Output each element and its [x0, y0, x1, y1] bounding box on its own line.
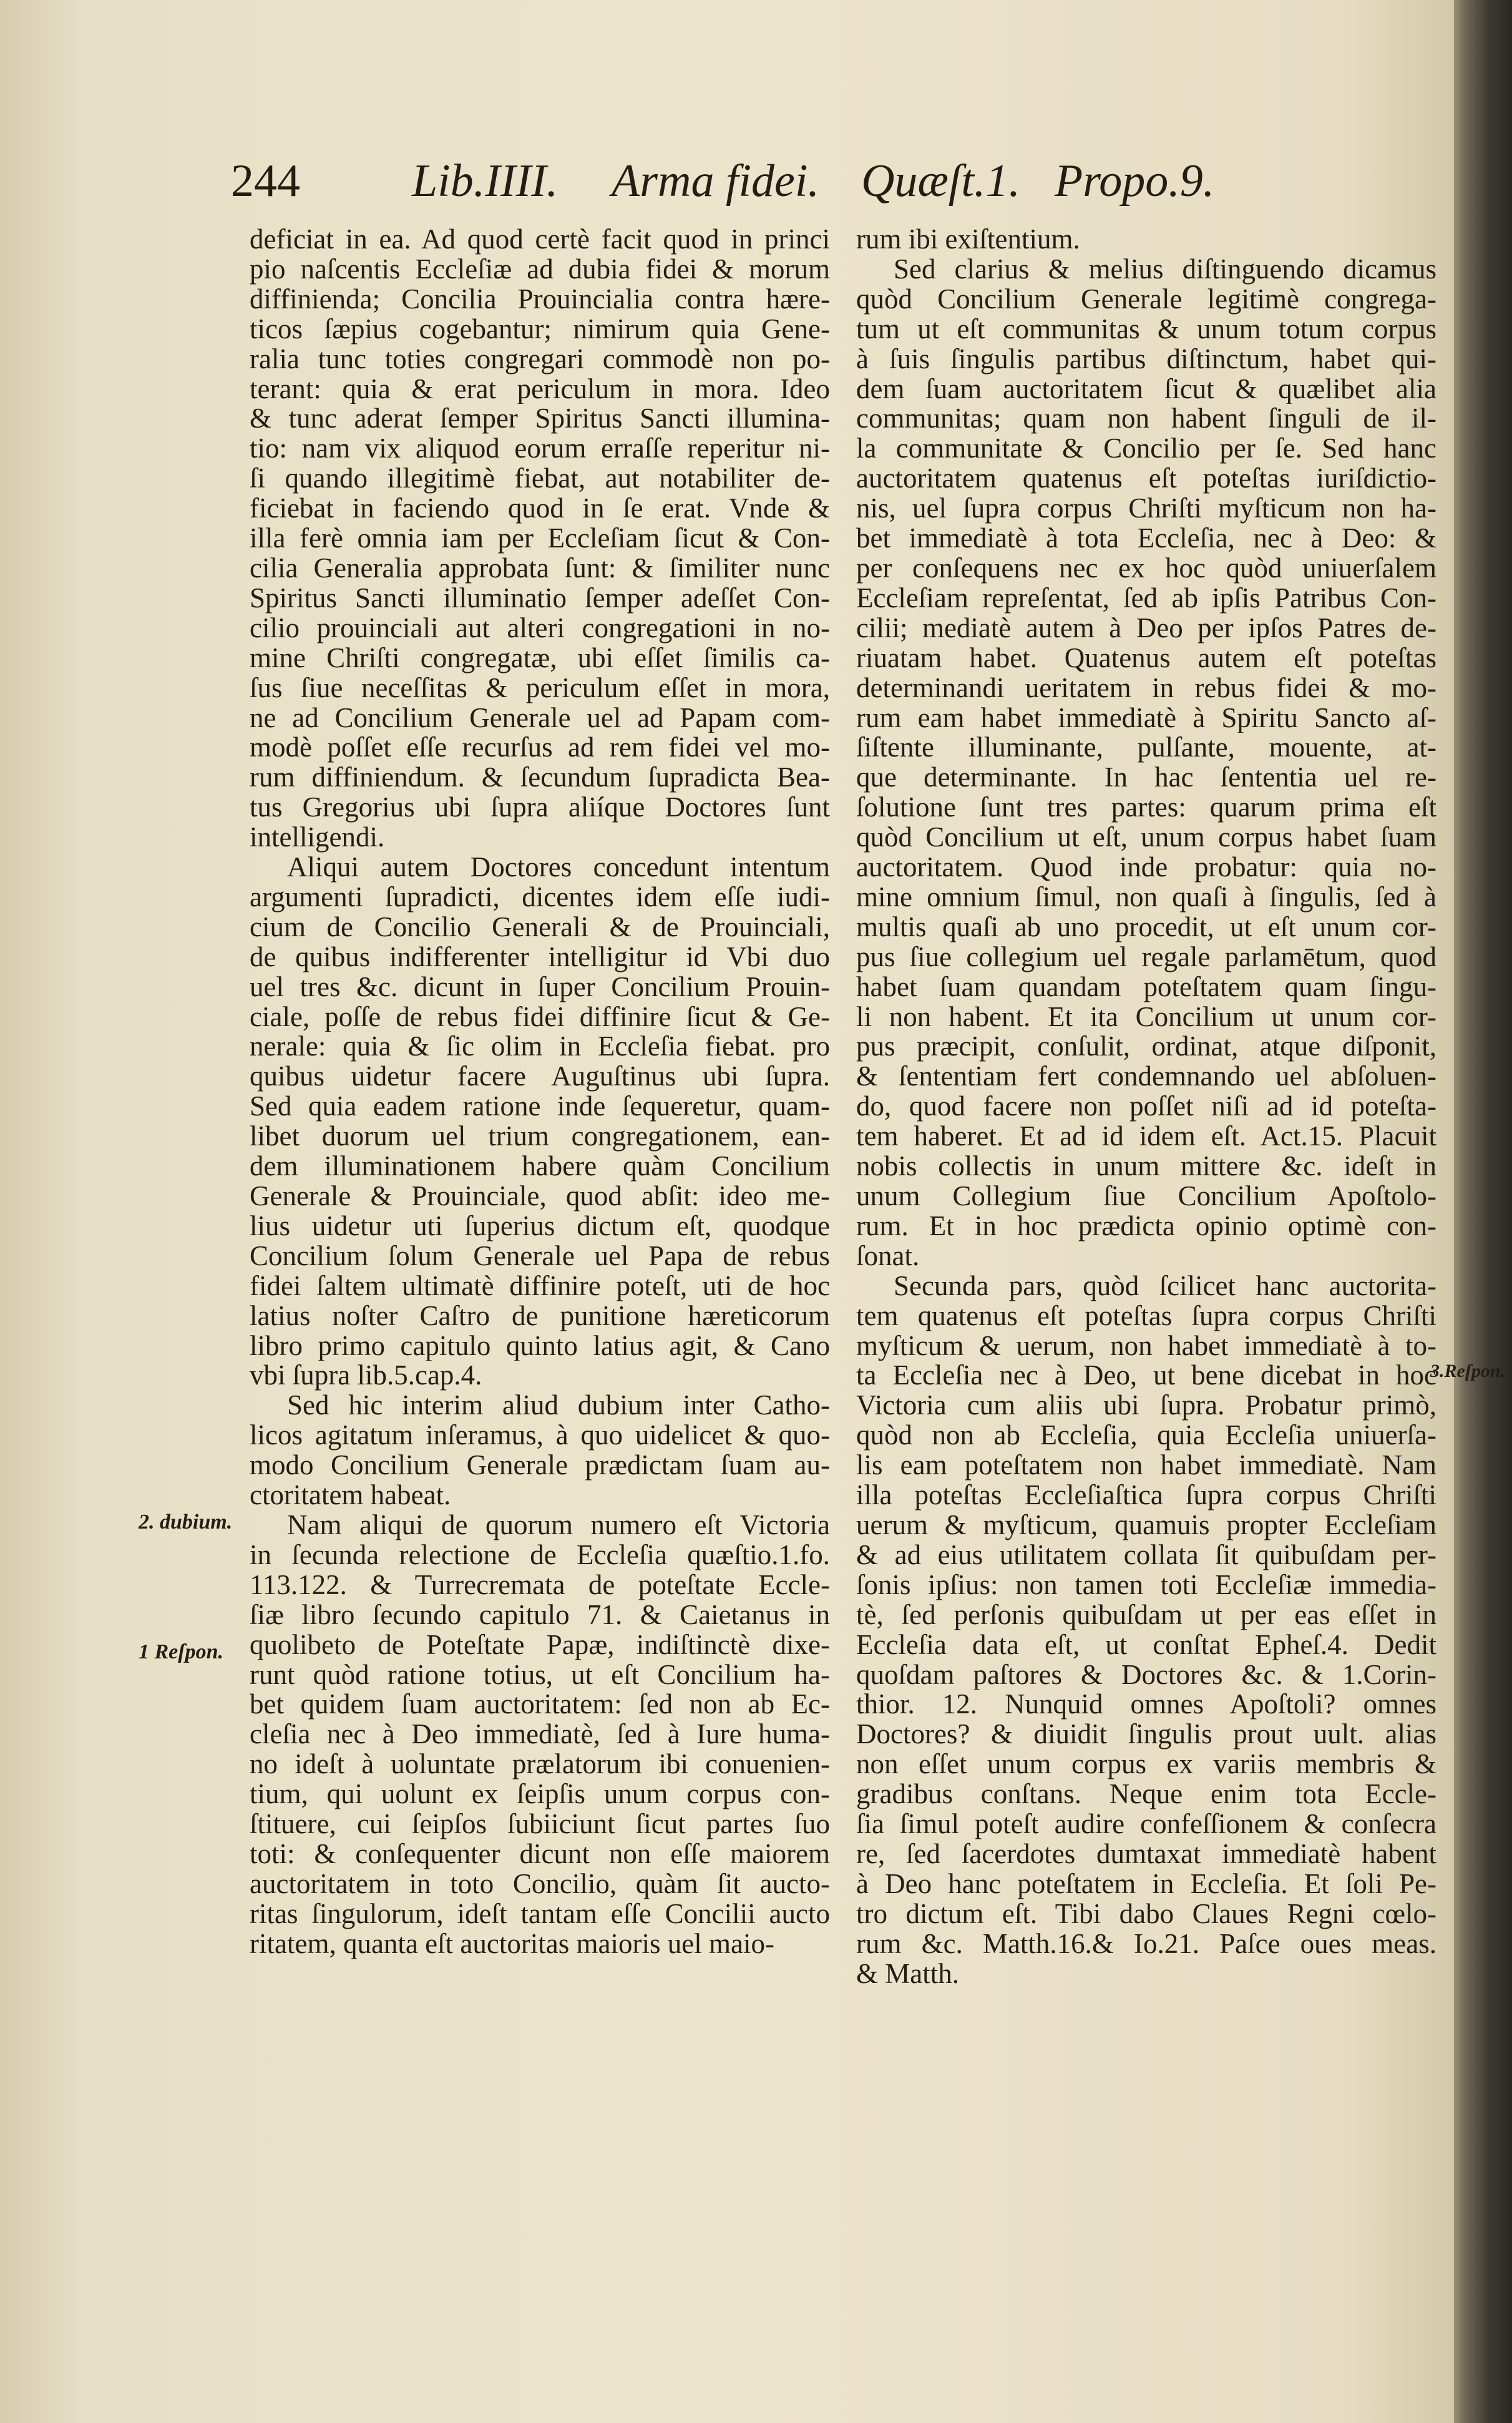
- text-line: cleſia nec à Deo immediatè, ſed à Iure huma-: [250, 1720, 830, 1750]
- text-line: ſus ſiue neceſſitas & periculum eſſet in mora,: [250, 673, 830, 703]
- proposition-label: Propo.9.: [1055, 155, 1215, 207]
- text-line: & tunc aderat ſemper Spiritus Sancti illumina-: [250, 404, 830, 434]
- text-line: bet quidem ſuam auctoritatem: ſed non ab Ec-: [250, 1690, 830, 1720]
- page-edge: [1454, 0, 1512, 2423]
- text-line: in ſecunda relectione de Eccleſia quæſtio.1.fo.: [250, 1540, 830, 1570]
- text-line: ſonis ipſius: non tamen toti Eccleſiæ immedia-: [856, 1570, 1436, 1600]
- text-line: cilio prouinciali aut alteri congregationi in no-: [250, 613, 830, 644]
- text-line: mine omnium ſimul, non quaſi à ſingulis, ſed à: [856, 882, 1436, 913]
- text-line: runt quòd ratione totius, ut eſt Concilium ha-: [250, 1660, 830, 1690]
- text-line: vbi ſupra lib.5.cap.4.: [250, 1361, 482, 1391]
- text-line: per conſequens nec ex hoc quòd uniuerſalem: [856, 553, 1436, 584]
- text-line: lis eam poteſtatem non habet immediatè. Nam: [856, 1451, 1436, 1481]
- text-line: modè poſſet eſſe recurſus ad rem fidei vel mo-: [250, 733, 830, 763]
- text-line: argumenti ſupradicti, dicentes idem eſſe iudi-: [250, 882, 830, 913]
- text-line: li non habent. Et ita Concilium ut unum cor-: [856, 1002, 1436, 1032]
- text-line: Eccleſia data eſt, ut conſtat Epheſ.4. Dedit: [856, 1630, 1436, 1660]
- text-line: à ſuis ſingulis partibus diſtinctum, habet qui-: [856, 344, 1436, 374]
- text-line: bet immediatè à tota Eccleſia, nec à Deo: &: [856, 524, 1436, 554]
- text-line: pio naſcentis Eccleſiæ ad dubia fidei & morum: [250, 254, 830, 285]
- text-line: riuatam habet. Quatenus autem eſt poteſtas: [856, 643, 1436, 673]
- text-line: pus præcipit, conſulit, ordinat, atque diſponit,: [856, 1032, 1436, 1062]
- text-line: habet ſuam quandam poteſtatem quam ſingu-: [856, 972, 1436, 1002]
- text-line: nis, uel ſupra corpus Chriſti myſticum non ha-: [856, 494, 1436, 524]
- text-line: rum eam habet immediatè à Spiritu Sancto aſ-: [856, 703, 1436, 733]
- text-line: tium, qui uolunt ex ſeipſis unum corpus con-: [250, 1779, 830, 1810]
- text-line: dem illuminationem habere quàm Concilium: [250, 1152, 830, 1182]
- text-line: tem quatenus eſt poteſtas ſupra corpus Chriſti: [856, 1301, 1436, 1331]
- text-line: rum ibi exiſtentium.: [856, 225, 1080, 255]
- running-header: [231, 153, 1261, 209]
- text-line: ctoritatem habeat.: [250, 1481, 451, 1510]
- text-line: intelligendi.: [250, 823, 385, 853]
- text-line: auctoritatem. Quod inde probatur: quia no-: [856, 853, 1436, 883]
- text-line: thior. 12. Nunquid omnes Apoſtoli? omnes: [856, 1690, 1436, 1720]
- text-line: Concilium ſolum Generale uel Papa de rebus: [250, 1241, 830, 1271]
- text-line: communitas; quam non habent ſinguli de il-: [856, 404, 1436, 434]
- margin-note-respon-1: 1 Reſpon.: [139, 1640, 223, 1663]
- text-line: auctoritatem quatenus eſt poteſtas iuriſdictio-: [856, 464, 1436, 494]
- text-line: que determinante. In hac ſententia uel re-: [856, 763, 1436, 793]
- text-line: mine Chriſti congregatæ, ubi eſſet ſimilis ca-: [250, 643, 830, 673]
- question-label: Quæſt.1.: [861, 155, 1020, 207]
- text-line: myſticum & uerum, non habet immediatè à to-: [856, 1331, 1436, 1361]
- left-text-column: [250, 225, 830, 1959]
- text-line: ſi quando illegitimè fiebat, aut notabiliter de-: [250, 464, 830, 494]
- text-line: rum &c. Matth.16.& Io.21. Paſce oues meas.: [856, 1929, 1436, 1959]
- text-line: gradibus conſtans. Neque enim tota Eccle-: [856, 1779, 1436, 1810]
- text-line: quoſdam paſtores & Doctores &c. & 1.Corin-: [856, 1660, 1436, 1690]
- text-line: Doctores? & diuidit ſingulis prout uult. alias: [856, 1720, 1436, 1750]
- text-line: cium de Concilio Generali & de Prouinciali,: [250, 912, 830, 942]
- text-line: ralia tunc toties congregari commodè non po-: [250, 344, 830, 374]
- text-line: nobis collectis in unum mittere &c. ideſt in: [856, 1152, 1436, 1182]
- text-line: auctoritatem in toto Concilio, quàm ſit aucto-: [250, 1869, 830, 1899]
- text-line: & Matth.: [856, 1959, 959, 1989]
- text-line: toti: & conſequenter dicunt non eſſe maiorem: [250, 1839, 830, 1869]
- text-line: ſiæ libro ſecundo capitulo 71. & Caietanus in: [250, 1600, 830, 1630]
- text-line: tio: nam vix aliquod eorum erraſſe reperitur ni-: [250, 434, 830, 464]
- text-line: tè, ſed perſonis quibuſdam ut per eas eſſet in: [856, 1600, 1436, 1630]
- margin-note-respon-3: 3.Reſpon.: [1430, 1361, 1505, 1381]
- text-line: Sed hic interim aliud dubium inter Catho-: [287, 1391, 830, 1421]
- text-line: quòd Concilium Generale legitimè congrega-: [856, 284, 1436, 315]
- text-line: quòd non ab Eccleſia, quia Eccleſia uniuerſa-: [856, 1421, 1436, 1451]
- text-line: Aliqui autem Doctores concedunt intentum: [287, 853, 830, 883]
- text-line: à Deo hanc poteſtatem in Eccleſia. Et ſoli Pe-: [856, 1869, 1436, 1899]
- text-line: tum ut eſt communitas & unum totum corpus: [856, 314, 1436, 345]
- text-line: Nam aliqui de quorum numero eſt Victoria: [287, 1510, 830, 1540]
- text-line: ticos ſæpius cogebantur; nimirum quia Gene-: [250, 314, 830, 345]
- text-line: tus Gregorius ubi ſupra aliíque Doctores ſunt: [250, 793, 830, 823]
- text-line: pus ſiue collegium uel regale parlamētum, quod: [856, 942, 1436, 972]
- text-line: lius uidetur uti ſuperius dictum eſt, quodque: [250, 1211, 830, 1241]
- text-line: no ideſt à uoluntate prælatorum ibi conuenien-: [250, 1750, 830, 1780]
- text-line: libro primo capitulo quinto latius agit, & Cano: [250, 1331, 830, 1361]
- text-line: terant: quia & erat periculum in mora. Ideo: [250, 374, 830, 404]
- text-line: Victoria cum aliis ubi ſupra. Probatur primò,: [856, 1391, 1436, 1421]
- text-line: fidei ſaltem ultimatè diffinire poteſt, uti de hoc: [250, 1271, 830, 1301]
- text-line: rum diffiniendum. & ſecundum ſupradicta Bea-: [250, 763, 830, 793]
- text-line: Spiritus Sancti illuminatio ſemper adeſſet Con-: [250, 583, 830, 614]
- text-line: libet duorum uel trium congregationem, ean-: [250, 1122, 830, 1152]
- text-line: ritas ſingulorum, ideſt tantam eſſe Concilii aucto: [250, 1899, 830, 1929]
- text-line: 113.122. & Turrecremata de poteſtate Eccle-: [250, 1570, 830, 1600]
- text-line: licos agitatum inſeramus, à quo uidelicet & quo-: [250, 1421, 830, 1451]
- text-line: non eſſet unum corpus ex variis membris &: [856, 1750, 1436, 1780]
- text-line: Generale & Prouinciale, quod abſit: ideo me-: [250, 1182, 830, 1212]
- text-line: determinandi ueritatem in rebus fidei & mo-: [856, 673, 1436, 703]
- text-line: ſia ſimul poteſt audire confeſſionem & conſecra: [856, 1809, 1436, 1839]
- text-line: latius noſter Caſtro de punitione hæreticorum: [250, 1301, 830, 1331]
- text-line: nerale: quia & ſic olim in Eccleſia fiebat. pro: [250, 1032, 830, 1062]
- text-line: tem haberet. Et ad id idem eſt. Act.15. Placuit: [856, 1122, 1436, 1152]
- text-line: ritatem, quanta eſt auctoritas maioris uel maio-: [250, 1929, 774, 1959]
- text-line: tro dictum eſt. Tibi dabo Claues Regni cœlo-: [856, 1899, 1436, 1929]
- book-label: Lib.IIII.: [412, 155, 558, 207]
- text-line: Eccleſiam repreſentat, ſed ab ipſis Patribus Con-: [856, 583, 1436, 614]
- text-line: & ad eius utilitatem collata ſit quibuſdam per-: [856, 1540, 1436, 1570]
- text-line: la communitate & Concilio per ſe. Sed hanc: [856, 434, 1436, 464]
- text-line: dem ſuam auctoritatem ſicut & quælibet alia: [856, 374, 1436, 404]
- text-line: & ſententiam fert condemnando uel abſoluen-: [856, 1062, 1436, 1092]
- text-line: uel tres &c. dicunt in ſuper Concilium Prouin-: [250, 972, 830, 1002]
- text-line: quòd Concilium ut eſt, unum corpus habet ſuam: [856, 823, 1436, 853]
- work-title: Arma fidei.: [612, 155, 819, 207]
- text-line: re, ſed ſacerdotes dumtaxat immediatè habent: [856, 1839, 1436, 1869]
- text-line: ta Eccleſia nec à Deo, ut bene dicebat in hoc: [856, 1361, 1436, 1391]
- text-line: quolibeto de Poteſtate Papæ, indiſtinctè dixe-: [250, 1630, 830, 1660]
- text-line: Sed clarius & melius diſtinguendo dicamus: [894, 254, 1436, 285]
- text-line: ne ad Concilium Generale uel ad Papam com-: [250, 703, 830, 733]
- text-line: ſtituere, cui ſeipſos ſubiiciunt ſicut partes ſuo: [250, 1809, 830, 1839]
- text-line: cilia Generalia approbata ſunt: & ſimiliter nunc: [250, 553, 830, 584]
- text-line: cilii; mediatè autem à Deo per ipſos Patres de-: [856, 613, 1436, 644]
- text-line: illa ferè omnia iam per Eccleſiam ſicut & Con-: [250, 524, 830, 554]
- text-line: quibus uidetur facere Auguſtinus ubi ſupra.: [250, 1062, 830, 1092]
- page-number: 244: [231, 155, 300, 207]
- text-line: ciale, poſſe de rebus fidei diffinire ſicut & Ge-: [250, 1002, 830, 1032]
- text-line: illa poteſtas Eccleſiaſtica ſupra corpus Chriſti: [856, 1481, 1436, 1510]
- text-line: uerum & myſticum, quamuis propter Eccleſiam: [856, 1510, 1436, 1540]
- text-line: do, quod facere non poſſet niſi ad id poteſta-: [856, 1092, 1436, 1122]
- text-line: deficiat in ea. Ad quod certè facit quod in princi: [250, 225, 830, 255]
- margin-note-dubium: 2. dubium.: [139, 1510, 233, 1534]
- text-line: Sed quia eadem ratione inde ſequeretur, quam-: [250, 1092, 830, 1122]
- text-line: ſolutione ſunt tres partes: quarum prima eſt: [856, 793, 1436, 823]
- text-line: multis quaſi ab uno procedit, ut eſt unum cor-: [856, 912, 1436, 942]
- text-line: ſiſtente illuminante, pulſante, mouente, at-: [856, 733, 1436, 763]
- text-line: diffinienda; Concilia Prouincialia contra hære-: [250, 284, 830, 315]
- text-line: rum. Et in hoc prædicta opinio optimè con-: [856, 1211, 1436, 1241]
- text-line: de quibus indifferenter intelligitur id Vbi duo: [250, 942, 830, 972]
- text-line: ſonat.: [856, 1241, 920, 1271]
- text-line: modo Concilium Generale prædictam ſuam au-: [250, 1451, 830, 1481]
- text-line: Secunda pars, quòd ſcilicet hanc auctorita-: [894, 1271, 1436, 1301]
- text-line: unum Collegium ſiue Concilium Apoſtolo-: [856, 1182, 1436, 1212]
- text-line: ficiebat in faciendo quod in ſe erat. Vnde &: [250, 494, 830, 524]
- right-text-column: [856, 225, 1436, 1989]
